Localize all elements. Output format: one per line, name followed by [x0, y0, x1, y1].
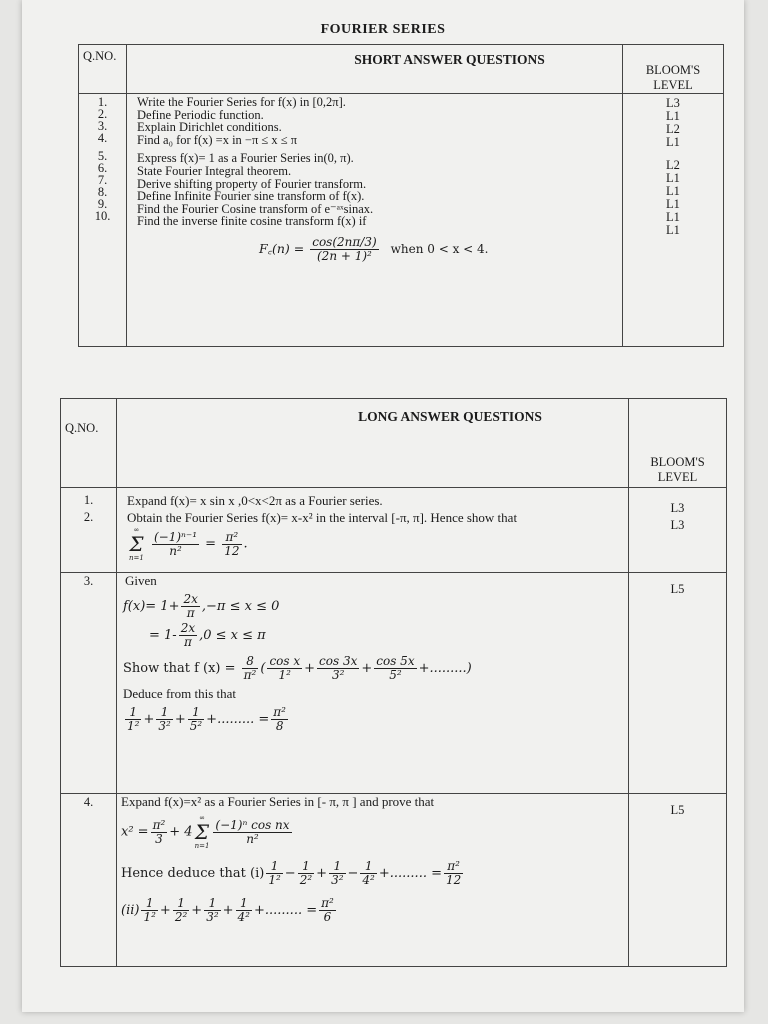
fraction-numerator: 1: [125, 706, 141, 720]
question-text: Expand f(x)= x sin x ,0<x<2π as a Fourier series.: [127, 493, 383, 508]
bloom-label: BLOOM'S: [645, 63, 701, 77]
fraction: [360, 860, 376, 887]
fraction-denominator: 5²: [189, 719, 203, 733]
question-text: Define Infinite Fourier sine transform of f(x).: [137, 189, 365, 204]
fraction: [141, 897, 157, 924]
fraction-denominator: 1²: [127, 719, 140, 733]
expr-text: Hence deduce that (i): [121, 866, 265, 881]
fraction-numerator: π²: [273, 705, 286, 719]
fraction-denominator: n²: [246, 831, 259, 846]
bloom-level: L2: [666, 122, 680, 136]
formula-condition: when 0 < x < 4.: [390, 241, 489, 256]
fraction-numerator: 1: [298, 860, 314, 874]
fraction-numerator: cos 3x: [319, 654, 358, 668]
row-number: 6.: [97, 161, 108, 175]
short-numbers: [79, 94, 127, 347]
fraction-denominator: 5²: [389, 668, 402, 682]
question-text: Explain Dirichlet conditions.: [137, 120, 282, 135]
fraction-denominator: π: [183, 635, 192, 649]
fraction-numerator: 1: [329, 860, 345, 874]
fraction: [266, 860, 282, 887]
q2-formula: [127, 526, 628, 562]
fraction-denominator: 3²: [331, 873, 344, 887]
q4-deduce-i: Hence deduce that (i) $\frac{1}{\text{1²}}$ − $\frac{1}{\text{2²}}$ + $\frac{1}{\text{3²}}$ − $\frac{1}{\text{4²}}$ +......... = $\frac{\text{π²}}{12}$: [121, 859, 462, 887]
q3-piecewise-1: [123, 593, 628, 620]
fraction: [444, 860, 463, 887]
bloom-level: L3: [670, 518, 685, 532]
fraction: [204, 897, 220, 924]
fraction: [319, 897, 336, 924]
fraction: [298, 860, 314, 887]
fraction: [179, 622, 197, 649]
fraction-numerator: (−1)ⁿ cos nx: [215, 817, 290, 832]
short-answer-table: [78, 44, 724, 347]
bloom-label: BLOOM'S: [650, 455, 705, 469]
question-paper: [22, 0, 744, 1012]
paren: (: [260, 661, 266, 676]
fraction: [267, 655, 302, 682]
expr-text: +.........): [418, 661, 472, 676]
fraction-denominator: 1²: [278, 668, 291, 682]
long-levels-1-2: [629, 488, 727, 573]
bloom-level: L1: [666, 135, 680, 149]
fraction-denominator: 3²: [331, 668, 345, 682]
expr-text: (ii): [121, 903, 140, 918]
bloom-level: L1: [666, 184, 680, 198]
sum-upper: ∞: [199, 814, 205, 822]
fraction-numerator: 1: [266, 860, 282, 874]
formula-lhs: F꜀(n) =: [259, 240, 305, 256]
fraction-numerator: 2x: [180, 621, 196, 635]
bloom-level: L1: [666, 223, 680, 237]
sum-lower: n=1: [129, 554, 144, 562]
fraction-denominator: 4²: [362, 873, 375, 887]
row-number: 10.: [94, 209, 111, 223]
question-text: Express f(x)= 1 as a Fourier Series in(0, π).: [137, 151, 354, 166]
fraction-denominator: 1²: [143, 910, 156, 924]
expr-text: +......... =: [254, 903, 318, 918]
question-text: Obtain the Fourier Series f(x)= x-x² in the interval [-π, π]. Hence show that: [127, 510, 518, 525]
fraction: [173, 897, 189, 924]
question-text: Derive shifting property of Fourier transform.: [137, 176, 367, 191]
fraction-numerator: 1: [173, 897, 189, 911]
bloom-level: L1: [666, 171, 680, 185]
sigma-glyph: Σ: [194, 820, 210, 844]
question-text: Define Periodic function.: [137, 107, 264, 122]
fraction-numerator: π²: [222, 531, 241, 545]
q3-piecewise-2: [149, 622, 628, 649]
expr-text: Show that f (x) =: [123, 661, 236, 676]
fraction: [188, 706, 204, 733]
question-text: Expand f(x)=x² as a Fourier Series in [- π, π ] and prove that: [121, 794, 435, 809]
sum-upper: ∞: [133, 526, 140, 534]
sigma-symbol: [195, 814, 210, 850]
fraction: [317, 655, 359, 682]
fraction-numerator: (−1)ⁿ⁻¹: [153, 529, 198, 544]
q10-formula: [259, 236, 622, 263]
fraction-denominator: 3²: [206, 910, 219, 924]
expr-text: +......... =: [378, 866, 442, 881]
q4-deduce-ii: (ii) $\frac{1}{\text{1²}}$ + $\frac{1}{\text{2²}}$ + $\frac{1}{\text{3²}}$ + $\frac{1}{\text{4²}}$ +......... = $\frac{\text{π²}}{6}$: [121, 896, 334, 924]
fraction: [213, 819, 291, 846]
short-levels: [623, 94, 724, 347]
row-number: 1.: [83, 493, 94, 507]
given-label: Given: [125, 573, 157, 588]
equals-sign: =: [205, 536, 217, 552]
fraction: [125, 706, 141, 733]
period: .: [243, 536, 248, 552]
fraction-numerator: π²: [321, 896, 334, 910]
sigma-glyph: Σ: [129, 532, 144, 556]
fraction: [151, 819, 168, 846]
expr-text: f(x)= 1+: [123, 599, 180, 614]
fraction-numerator: 1: [156, 706, 172, 720]
short-questions: [127, 94, 623, 347]
question-text: Find a₀ for f(x) =x in −π ≤ x ≤ π: [137, 132, 298, 147]
row-number: 2.: [83, 510, 94, 524]
fraction: [329, 860, 345, 887]
page-title: FOURIER SERIES: [320, 22, 446, 37]
row-number: 9.: [97, 197, 108, 211]
fraction: [181, 593, 199, 620]
row-number: 3.: [97, 119, 108, 133]
fraction-numerator: 1: [236, 897, 252, 911]
bloom-level: L2: [666, 158, 680, 172]
sigma-symbol: [129, 526, 144, 562]
long-level-4: L5: [629, 794, 727, 967]
level-label: LEVEL: [653, 78, 693, 92]
fraction-denominator: (2n + 1)²: [317, 248, 372, 263]
long-level-3: L5: [629, 573, 727, 794]
row-number: 5.: [97, 149, 108, 163]
fraction-numerator: 1: [360, 860, 376, 874]
bloom-level: L1: [666, 210, 680, 224]
q3-deduce-formula: $\frac{1}{\text{1²}}$ + $\frac{1}{\text{3²}}$ + $\frac{1}{\text{5²}}$ +......... = $\frac{\text{π²}}{8}$: [127, 705, 286, 733]
fraction-denominator: n²: [169, 543, 182, 558]
fraction-denominator: 3: [155, 831, 163, 846]
question-text: Find the inverse finite cosine transform f(x) if: [137, 214, 367, 229]
bloom-level: L3: [670, 501, 685, 515]
long-section-heading: LONG ANSWER QUESTIONS: [358, 409, 542, 424]
short-section-heading: SHORT ANSWER QUESTIONS: [354, 52, 545, 67]
fraction-numerator: 8: [242, 655, 259, 669]
expr-text: ,0 ≤ x ≤ π: [199, 628, 266, 643]
question-text: State Fourier Integral theorem.: [137, 163, 292, 178]
fraction-numerator: cos(2nπ/3): [312, 234, 377, 249]
long-heading-cell: [117, 399, 629, 488]
level-label: LEVEL: [657, 470, 698, 484]
bloom-level: L1: [666, 197, 680, 211]
long-numbers-1-2: [61, 488, 117, 573]
fraction-denominator: 3²: [158, 719, 171, 733]
fraction-denominator: 2²: [174, 910, 188, 924]
deduce-label: Deduce from this that: [123, 686, 236, 701]
question-text: Write the Fourier Series for f(x) in [0,2π].: [137, 95, 346, 109]
fraction: [222, 531, 241, 558]
long-question-3: [117, 573, 629, 794]
long-question-4: [117, 794, 629, 967]
fraction-numerator: 1: [188, 706, 204, 720]
fraction-numerator: 2x: [183, 592, 198, 606]
bloom-level: L3: [666, 96, 680, 110]
fraction-numerator: cos x: [269, 654, 301, 668]
fraction-numerator: cos 5x: [376, 654, 415, 668]
qno-header: Q.NO.: [79, 45, 127, 94]
qno-header: Q.NO.: [61, 399, 117, 488]
fraction: [152, 531, 199, 558]
formula-fraction: [310, 236, 378, 263]
fraction-denominator: 2²: [299, 873, 313, 887]
long-number-3: 3.: [61, 573, 117, 794]
sum-lower: n=1: [194, 842, 210, 850]
row-number: 2.: [97, 107, 108, 121]
expr-text: = 1-: [149, 628, 177, 643]
q3-show-that: Show that f (x) = $\frac{8}{\text{π²}}$ ( $\frac{\text{cos x}}{\text{1²}}$ + $\frac{\cos 3x}{\text{3²}}$ + $\frac{\cos 5x}{\text{5²}}$ +.........): [123, 654, 472, 682]
fraction: [156, 706, 172, 733]
fraction-denominator: π²: [243, 668, 257, 682]
fraction-numerator: π²: [444, 860, 463, 874]
fraction-denominator: 8: [275, 719, 284, 733]
long-number-4: 4.: [61, 794, 117, 967]
row-number: 7.: [97, 173, 108, 187]
fraction-numerator: 1: [204, 897, 220, 911]
expr-text: + 4: [169, 824, 193, 840]
fraction: [242, 655, 259, 682]
short-heading-cell: [127, 45, 623, 94]
expr-text: +......... =: [206, 712, 270, 727]
fraction-denominator: 6: [323, 910, 332, 924]
expr-text: x² =: [121, 824, 149, 840]
bloom-level: L1: [666, 109, 680, 123]
row-number: 4.: [97, 131, 108, 145]
question-text: Find the Fourier Cosine transform of e⁻ᵃˣsinax.: [137, 201, 374, 216]
fraction-denominator: 12: [224, 543, 240, 558]
long-answer-table: [60, 398, 727, 967]
row-number: 8.: [97, 185, 108, 199]
fraction: [374, 655, 416, 682]
fraction-denominator: 4²: [237, 910, 250, 924]
q4-formula: [121, 814, 628, 850]
long-questions-1-2: [117, 488, 629, 573]
fraction: [271, 706, 288, 733]
fraction-denominator: 12: [445, 873, 462, 887]
row-number: 1.: [97, 95, 108, 109]
fraction-denominator: π: [186, 606, 195, 620]
fraction: [236, 897, 252, 924]
fraction-denominator: 1²: [268, 873, 281, 887]
fraction-numerator: 1: [141, 897, 157, 911]
fraction-numerator: π²: [152, 817, 166, 832]
expr-text: ,−π ≤ x ≤ 0: [201, 599, 280, 614]
